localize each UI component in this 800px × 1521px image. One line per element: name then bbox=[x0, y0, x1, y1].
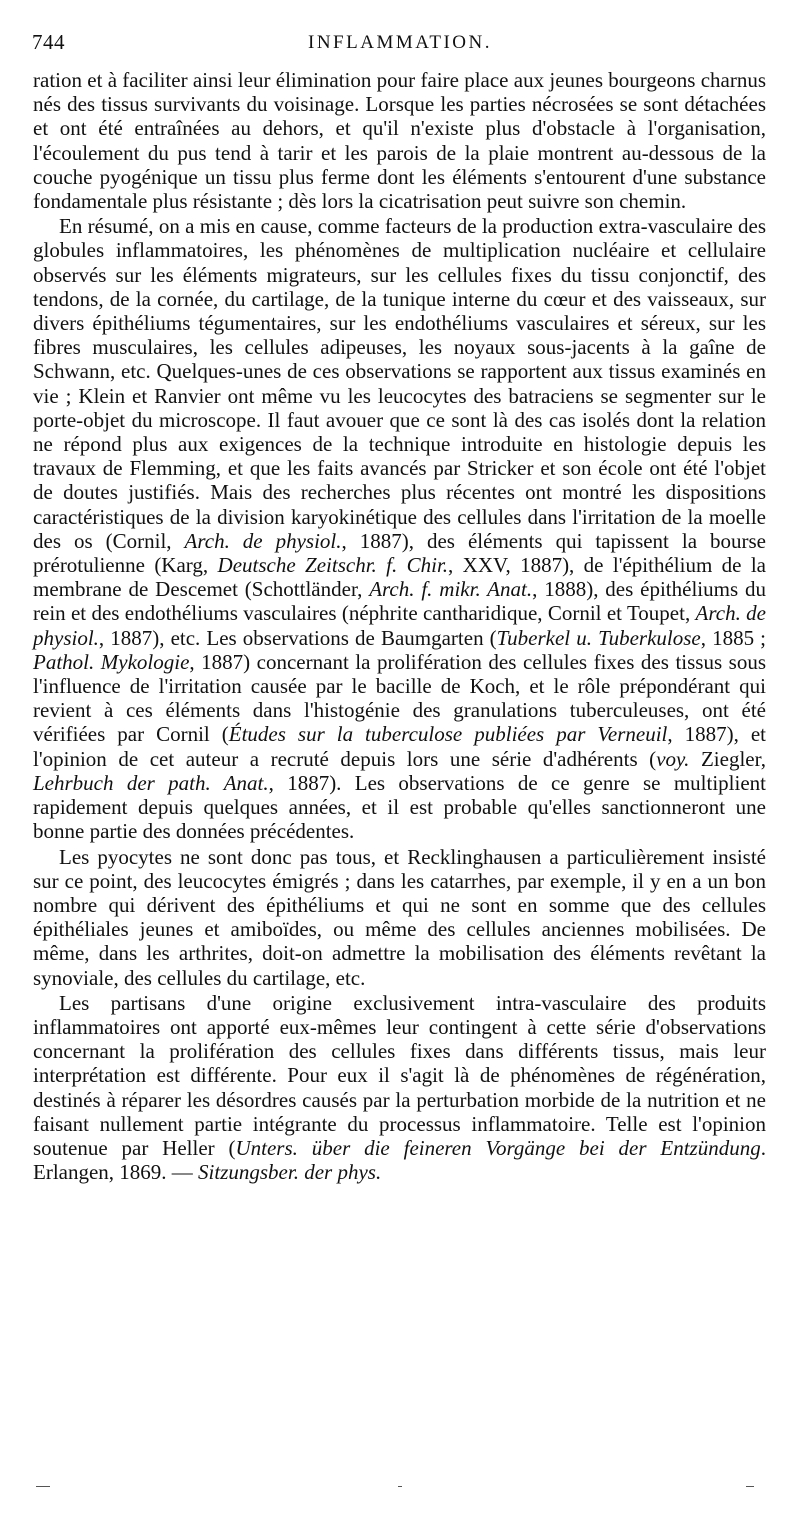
citation-italic-text: Études sur la tuberculose publiées par Verneuil bbox=[228, 722, 668, 747]
text-run: ration et à faciliter ainsi leur élimination pour faire place aux jeunes bourgeons charnus nés des tissus survivants du voisinage. Lorsque les parties nécrosées se sont détachées et ont été entraînées au dehors, et qu'il n'existe plus d'obstacle à l'organisation, l'écoulement du pus tend à tarir et les parois de la plaie montrent au-dessous de la couche pyogénique un tissu plus ferme dont les éléments s'entourent d'une substance fondamentale plus résistante ; dès lors la cicatrisation peut suivre son chemin. bbox=[33, 68, 766, 214]
page-number: 744 bbox=[32, 30, 65, 54]
text-run: En résumé, on a mis en cause, comme facteurs de la production extra-vasculaire des globules inflammatoires, les phénomènes de multiplication nucléaire et cellulaire observés sur les éléments migrateurs, sur les cellules fixes du tissu conjonctif, des tendons, de la cornée, du cartilage, de la tunique interne du cœur et des vaisseaux, sur divers épithéliums tégumentaires, sur les endothéliums vasculaires et séreux, sur les fibres musculaires, les cellules adipeuses, les noyaux sous-jacents à la gaîne de Schwann, etc. Quelques-unes de ces observations se rapportent aux tissus examinés en vie ; Klein et Ranvier ont même vu les leucocytes des batraciens se segmenter sur le porte-objet du microscope. Il faut avouer que ce sont là des cas isolés dont la relation ne répond plus aux exigences de la technique introduite en histologie depuis les travaux de Flemming, et que les faits avancés par Stricker et son école ont été l'objet de doutes justifiés. Mais des recherches plus récentes ont montré les dispositions caractéristiques de la division karyokinétique des cellules dans l'irritation de la moelle des os (Cornil, bbox=[33, 214, 766, 553]
print-mark bbox=[398, 1486, 402, 1487]
text-run: , 1887). Les observations de ce genre se multiplient rapidement depuis quelques années, et il est probable qu'elles sanctionneront une bonne partie des données précédentes. bbox=[33, 770, 766, 844]
citation-italic-text: Arch. de physiol. bbox=[33, 601, 766, 650]
text-run: , 1888), des épithéliums du rein et des endothéliums vasculaires (néphrite cantharidique, Cornil et Toupet, bbox=[33, 577, 766, 626]
page-header bbox=[32, 30, 768, 60]
citation-italic-text: Deutsche Zeitschr. f. Chir. bbox=[217, 553, 449, 578]
text-run: . Erlangen, 1869. — bbox=[33, 1135, 766, 1185]
text-run: Les pyocytes ne sont donc pas tous, et Recklinghausen a particulièrement insisté sur ce point, des leucocytes émigrés ; dans les catarrhes, par exemple, il y en a un bon nombre qui dérivent des épithéliums et qui ne sont en somme que des cellules épithéliales jeunes et amiboïdes, ou même des cellules anciennes mobilisées. De même, dans les arthrites, doit-on admettre la mobilisation des éléments revêtant la synoviale, des cellules du cartilage, etc. bbox=[33, 844, 766, 990]
citation-italic-text: Arch. f. mikr. Anat. bbox=[369, 577, 533, 602]
paragraph-3 bbox=[33, 845, 766, 990]
text-run: , 1887), etc. Les observations de Baumgarten ( bbox=[98, 625, 497, 650]
citation-italic-text: Sitzungsber. der phys. bbox=[198, 1160, 382, 1185]
paragraph-4 bbox=[33, 991, 766, 1185]
text-run: , 1887) concernant la prolifération des cellules fixes des tissus sous l'influence de l'irritation causée par le bacille de Koch, et le rôle prépondérant qui revient à ces éléments dans l'histogénie des granulations tuberculeuses, ont été vérifiées par Cornil ( bbox=[33, 649, 766, 747]
footer-print-marks bbox=[30, 1480, 770, 1492]
citation-italic-text: Lehrbuch der path. Anat. bbox=[33, 770, 269, 795]
citation-italic-text: Arch. de physiol. bbox=[184, 528, 342, 553]
print-mark bbox=[36, 1486, 50, 1487]
citation-italic-text: Pathol. Mykologie bbox=[33, 649, 190, 674]
text-run: , 1887), et l'opinion de cet auteur a recruté depuis lors une série d'adhérents ( bbox=[33, 722, 767, 771]
text-run: Ziegler, bbox=[689, 746, 767, 771]
text-run: , 1885 ; bbox=[700, 625, 766, 650]
print-mark bbox=[746, 1486, 754, 1487]
running-title: INFLAMMATION. bbox=[308, 32, 492, 53]
text-run: , 1887), des éléments qui tapissent la bourse prérotulienne (Karg, bbox=[33, 528, 767, 578]
citation-italic-text: Unters. über die feineren Vorgänge bei der Entzündung bbox=[235, 1135, 761, 1160]
citation-italic-text: Tuberkel u. Tuberkulose bbox=[496, 625, 701, 650]
body-text bbox=[33, 68, 766, 1184]
paragraph-1 bbox=[33, 68, 766, 213]
text-run: Les partisans d'une origine exclusivement intra-vasculaire des produits inflammatoires ont apporté eux-mêmes leur contingent à cette série d'observations concernant la prolifération des cellules fixes dans différents tissus, mais leur interprétation est différente. Pour eux il s'agit là de phénomènes de régénération, destinés à réparer les désordres causés par la perturbation morbide de la nutrition et ne faisant nullement partie intégrante du processus inflammatoire. Telle est l'opinion soutenue par Heller ( bbox=[33, 990, 766, 1160]
paragraph-2 bbox=[33, 214, 766, 843]
citation-italic-text: voy. bbox=[656, 746, 690, 771]
text-run: , XXV, 1887), de l'épithélium de la membrane de Descemet (Schottländer, bbox=[33, 553, 766, 602]
